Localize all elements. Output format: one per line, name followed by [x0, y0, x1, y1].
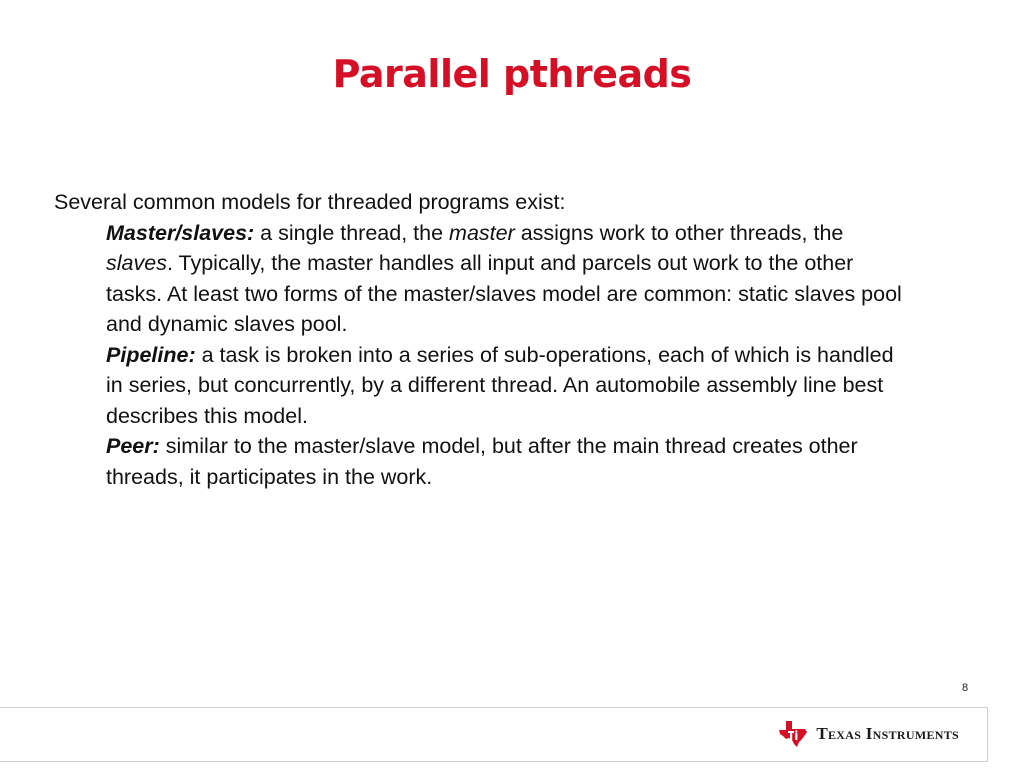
model-text: a single thread, the [254, 220, 450, 245]
brand [778, 720, 959, 748]
model-term: Master/slaves: [106, 220, 255, 245]
model-text: a task is broken into a series of sub-operations, each of which is handled in series, but concurrently, by a different thread. An automobile assembly line best describes this model. [106, 342, 894, 428]
model-pipeline [106, 340, 914, 432]
slide-body [54, 187, 914, 492]
model-peer [106, 431, 914, 492]
model-master-slaves [106, 218, 914, 340]
model-term: Pipeline: [106, 342, 196, 367]
footer-bar [0, 707, 988, 762]
model-text: similar to the master/slave model, but after the main thread creates other threads, it participates in the work. [106, 434, 858, 489]
slide-title: Parallel pthreads [332, 52, 692, 96]
model-term: Peer: [106, 434, 160, 458]
page-number: 8 [962, 682, 969, 694]
model-text: . Typically, the master handles all input and parcels out work to the other tasks. At least two forms of the master/slaves model are common: static slaves pool and dynamic slaves pool. [106, 251, 902, 336]
texas-state-ti-icon [778, 720, 808, 748]
model-text: assigns work to other threads, the [514, 220, 844, 245]
brand-name: Texas Instruments [816, 724, 959, 743]
intro-text: Several common models for threaded programs exist: [54, 190, 566, 214]
model-emphasis: master [449, 220, 515, 245]
model-emphasis: slaves [106, 251, 167, 275]
